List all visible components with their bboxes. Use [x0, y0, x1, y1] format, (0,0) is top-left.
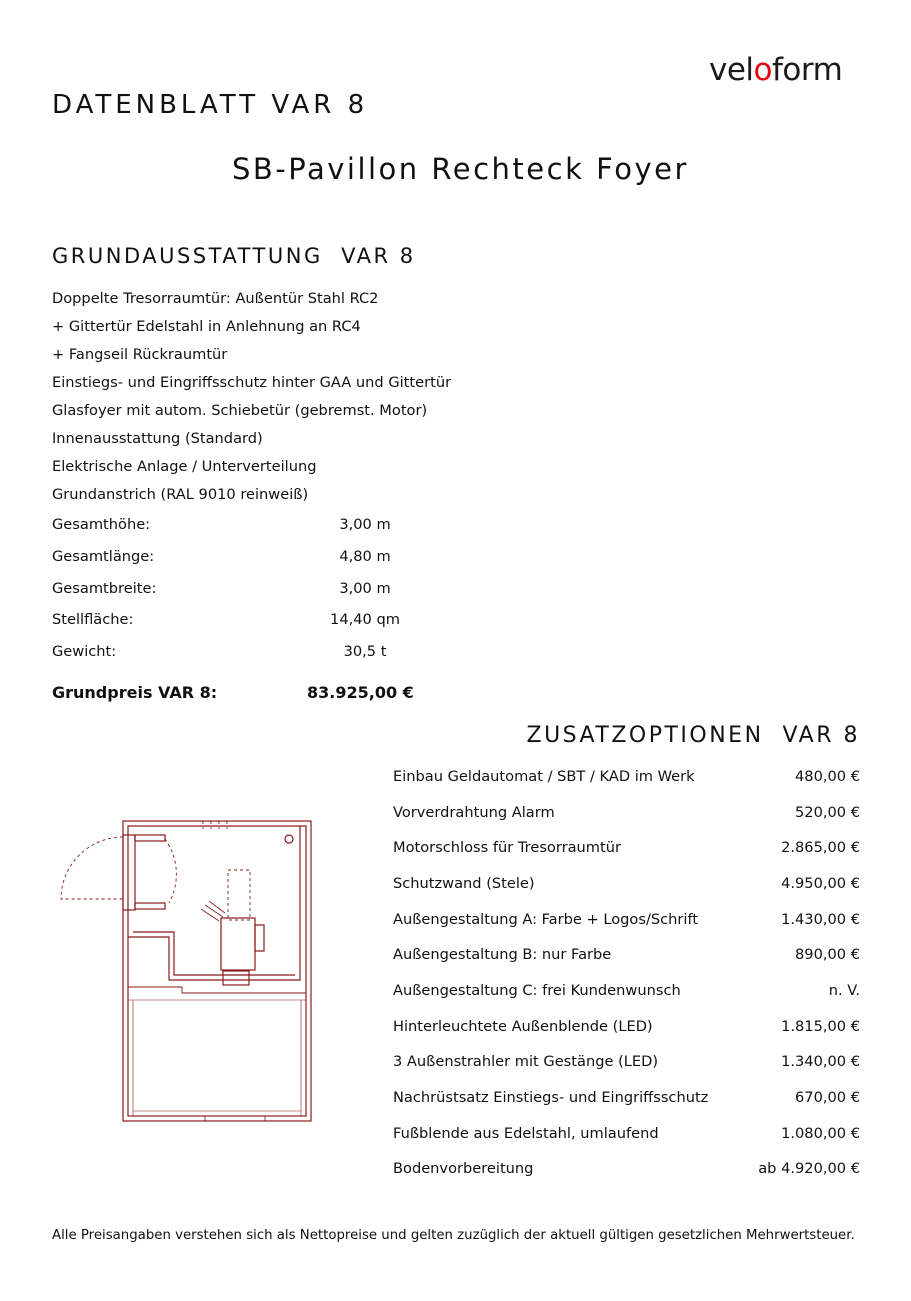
feature-item: + Gittertür Edelstahl in Anlehnung an RC4	[52, 318, 361, 335]
spec-value-height: 3,00 m	[339, 516, 391, 533]
option-label: Außengestaltung A: Farbe + Logos/Schrift	[393, 911, 699, 928]
spec-label-area: Stellfläche:	[52, 611, 134, 628]
option-price: 2.865,00 €	[781, 839, 860, 856]
spec-label-width: Gesamtbreite:	[52, 580, 157, 597]
floor-plan-drawing	[55, 815, 325, 1130]
spec-value-weight: 30,5 t	[343, 643, 387, 660]
option-label: Bodenvorbereitung	[393, 1160, 534, 1177]
option-price: 890,00 €	[795, 946, 860, 963]
option-label: Schutzwand (Stele)	[393, 875, 535, 892]
spec-value-area: 14,40 qm	[330, 611, 400, 628]
option-price: 670,00 €	[795, 1089, 860, 1106]
basic-equipment-heading: GRUNDAUSSTATTUNG VAR 8	[52, 244, 416, 268]
option-label: Fußblende aus Edelstahl, umlaufend	[393, 1125, 659, 1142]
option-label: Außengestaltung B: nur Farbe	[393, 946, 612, 963]
feature-item: Grundanstrich (RAL 9010 reinweiß)	[52, 486, 309, 503]
option-label: Außengestaltung C: frei Kundenwunsch	[393, 982, 681, 999]
feature-item: Einstiegs- und Eingriffsschutz hinter GAA und Gittertür	[52, 374, 452, 391]
option-price: ab 4.920,00 €	[758, 1160, 860, 1177]
spec-value-length: 4,80 m	[339, 548, 391, 565]
price-footnote: Alle Preisangaben verstehen sich als Nettopreise und gelten zuzüglich der aktuell gültigen gesetzlichen Mehrwertsteuer.	[52, 1228, 855, 1243]
option-price: 1.080,00 €	[781, 1125, 860, 1142]
option-label: Einbau Geldautomat / SBT / KAD im Werk	[393, 768, 695, 785]
option-label: Motorschloss für Tresorraumtür	[393, 839, 621, 856]
feature-item: Elektrische Anlage / Unterverteilung	[52, 458, 317, 475]
feature-item: + Fangseil Rückraumtür	[52, 346, 228, 363]
spec-label-weight: Gewicht:	[52, 643, 117, 660]
option-price: 1.340,00 €	[781, 1053, 860, 1070]
option-label: Hinterleuchtete Außenblende (LED)	[393, 1018, 653, 1035]
feature-item: Glasfoyer mit autom. Schiebetür (gebremst. Motor)	[52, 402, 428, 419]
spec-label-height: Gesamthöhe:	[52, 516, 151, 533]
document-subtitle: SB-Pavillon Rechteck Foyer	[232, 152, 689, 186]
option-price: 480,00 €	[795, 768, 860, 785]
option-price: 4.950,00 €	[781, 875, 860, 892]
feature-item: Innenausstattung (Standard)	[52, 430, 263, 447]
option-price: 1.430,00 €	[781, 911, 860, 928]
document-title: DATENBLATT VAR 8	[52, 90, 369, 120]
base-price-value: 83.925,00 €	[307, 683, 414, 702]
base-price-label: Grundpreis VAR 8:	[52, 683, 218, 702]
spec-label-length: Gesamtlänge:	[52, 548, 155, 565]
option-price: 1.815,00 €	[781, 1018, 860, 1035]
option-price: n. V.	[828, 982, 860, 999]
option-label: 3 Außenstrahler mit Gestänge (LED)	[393, 1053, 659, 1070]
veloform-logo: veloform	[709, 52, 843, 88]
feature-item: Doppelte Tresorraumtür: Außentür Stahl RC2	[52, 290, 379, 307]
spec-value-width: 3,00 m	[339, 580, 391, 597]
option-label: Vorverdrahtung Alarm	[393, 804, 555, 821]
options-heading: ZUSATZOPTIONEN VAR 8	[526, 723, 860, 748]
option-price: 520,00 €	[795, 804, 860, 821]
option-label: Nachrüstsatz Einstiegs- und Eingriffsschutz	[393, 1089, 709, 1106]
